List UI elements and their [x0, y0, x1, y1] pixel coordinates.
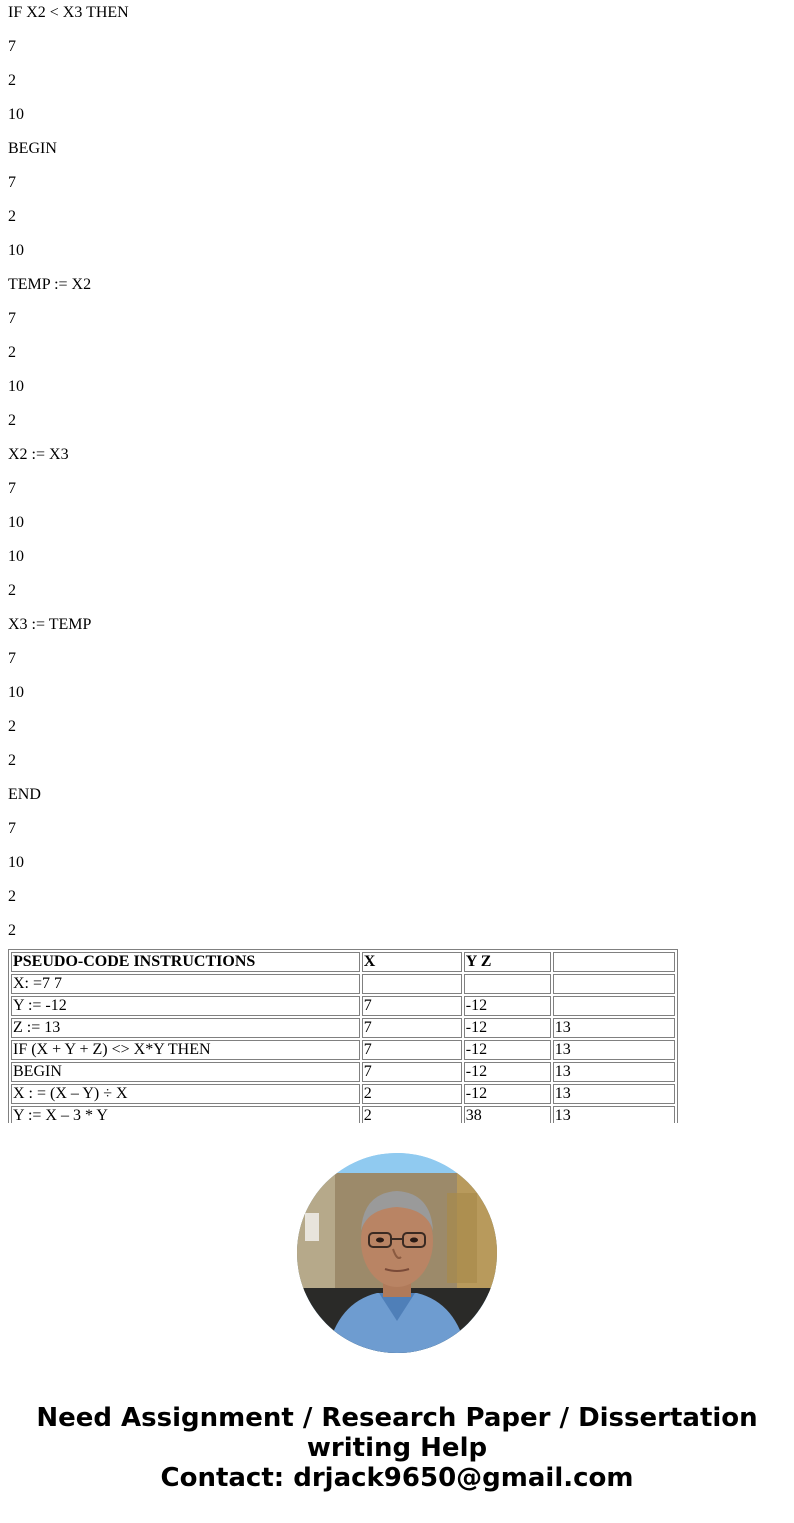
- table-cell: X: =7 7: [11, 974, 360, 994]
- table-cell: 13: [553, 1040, 675, 1060]
- table-row: [11, 1040, 675, 1060]
- table-cell: Y := -12: [11, 996, 360, 1016]
- trace-line: 7: [8, 174, 16, 191]
- table-cell: -12: [464, 1018, 551, 1038]
- table-cell: BEGIN: [11, 1062, 360, 1082]
- table-cell: [362, 974, 462, 994]
- trace-line: 10: [8, 242, 24, 259]
- table-cell: 7: [362, 1040, 462, 1060]
- trace-line: 2: [8, 344, 16, 361]
- promo-line-1: Need Assignment / Research Paper / Dissertation: [36, 1403, 758, 1433]
- code-trace-lines: [8, 4, 788, 940]
- trace-line: 2: [8, 752, 16, 769]
- table-cell: 2: [362, 1084, 462, 1104]
- column-header: [553, 952, 675, 972]
- trace-line: END: [8, 786, 41, 803]
- trace-line: 10: [8, 548, 24, 565]
- table-row: [11, 1106, 675, 1123]
- column-header: Y Z: [464, 952, 551, 972]
- table-cell: Y := X – 3 * Y: [11, 1106, 360, 1123]
- table-cell: 13: [553, 1018, 675, 1038]
- trace-line: 7: [8, 820, 16, 837]
- table-row: [11, 1018, 675, 1038]
- table-cell: IF (X + Y + Z) <> X*Y THEN: [11, 1040, 360, 1060]
- trace-line: 2: [8, 582, 16, 599]
- table-cell: -12: [464, 1040, 551, 1060]
- person-portrait-icon: [297, 1153, 497, 1353]
- trace-line: IF X2 < X3 THEN: [8, 4, 129, 21]
- table-cell: 13: [553, 1062, 675, 1082]
- table-row: [11, 1062, 675, 1082]
- trace-line: X3 := TEMP: [8, 616, 92, 633]
- column-header: PSEUDO-CODE INSTRUCTIONS: [11, 952, 360, 972]
- table-cell: 13: [553, 1084, 675, 1104]
- trace-line: 10: [8, 854, 24, 871]
- table-cell: 13: [553, 1106, 675, 1123]
- table-cell: 7: [362, 996, 462, 1016]
- table-row: [11, 1084, 675, 1104]
- table-cell: -12: [464, 1062, 551, 1082]
- table-row: [11, 974, 675, 994]
- trace-line: 7: [8, 480, 16, 497]
- trace-line: 10: [8, 514, 24, 531]
- trace-line: BEGIN: [8, 140, 57, 157]
- table-cell: [553, 974, 675, 994]
- table-header-row: [11, 952, 675, 972]
- trace-line: 2: [8, 72, 16, 89]
- trace-line: TEMP := X2: [8, 276, 92, 293]
- table-cell: 7: [362, 1062, 462, 1082]
- trace-line: 2: [8, 208, 16, 225]
- trace-line: 10: [8, 378, 24, 395]
- table-cell: -12: [464, 1084, 551, 1104]
- table-cell: X : = (X – Y) ÷ X: [11, 1084, 360, 1104]
- trace-line: 7: [8, 650, 16, 667]
- promo-contact-line[interactable]: Contact: drjack9650@gmail.com: [160, 1463, 634, 1493]
- column-header: X: [362, 952, 462, 972]
- trace-line: X2 := X3: [8, 446, 69, 463]
- table-cell: 2: [362, 1106, 462, 1123]
- table-cell: [553, 996, 675, 1016]
- trace-line: 2: [8, 922, 16, 939]
- table-cell: -12: [464, 996, 551, 1016]
- promo-line-2: writing Help: [306, 1433, 488, 1463]
- trace-line: 10: [8, 684, 24, 701]
- trace-line: 7: [8, 38, 16, 55]
- table-cell: Z := 13: [11, 1018, 360, 1038]
- table-row: [11, 996, 675, 1016]
- table-cell: [464, 974, 551, 994]
- trace-line: 2: [8, 718, 16, 735]
- pseudo-code-trace-table: [8, 949, 678, 1123]
- trace-line: 7: [8, 310, 16, 327]
- tutor-avatar: [297, 1153, 497, 1353]
- document-body: [8, 0, 788, 1123]
- trace-line: 10: [8, 106, 24, 123]
- trace-line: 2: [8, 412, 16, 429]
- trace-line: 2: [8, 888, 16, 905]
- table-cell: 38: [464, 1106, 551, 1123]
- promo-banner: [0, 1403, 794, 1493]
- table-cell: 7: [362, 1018, 462, 1038]
